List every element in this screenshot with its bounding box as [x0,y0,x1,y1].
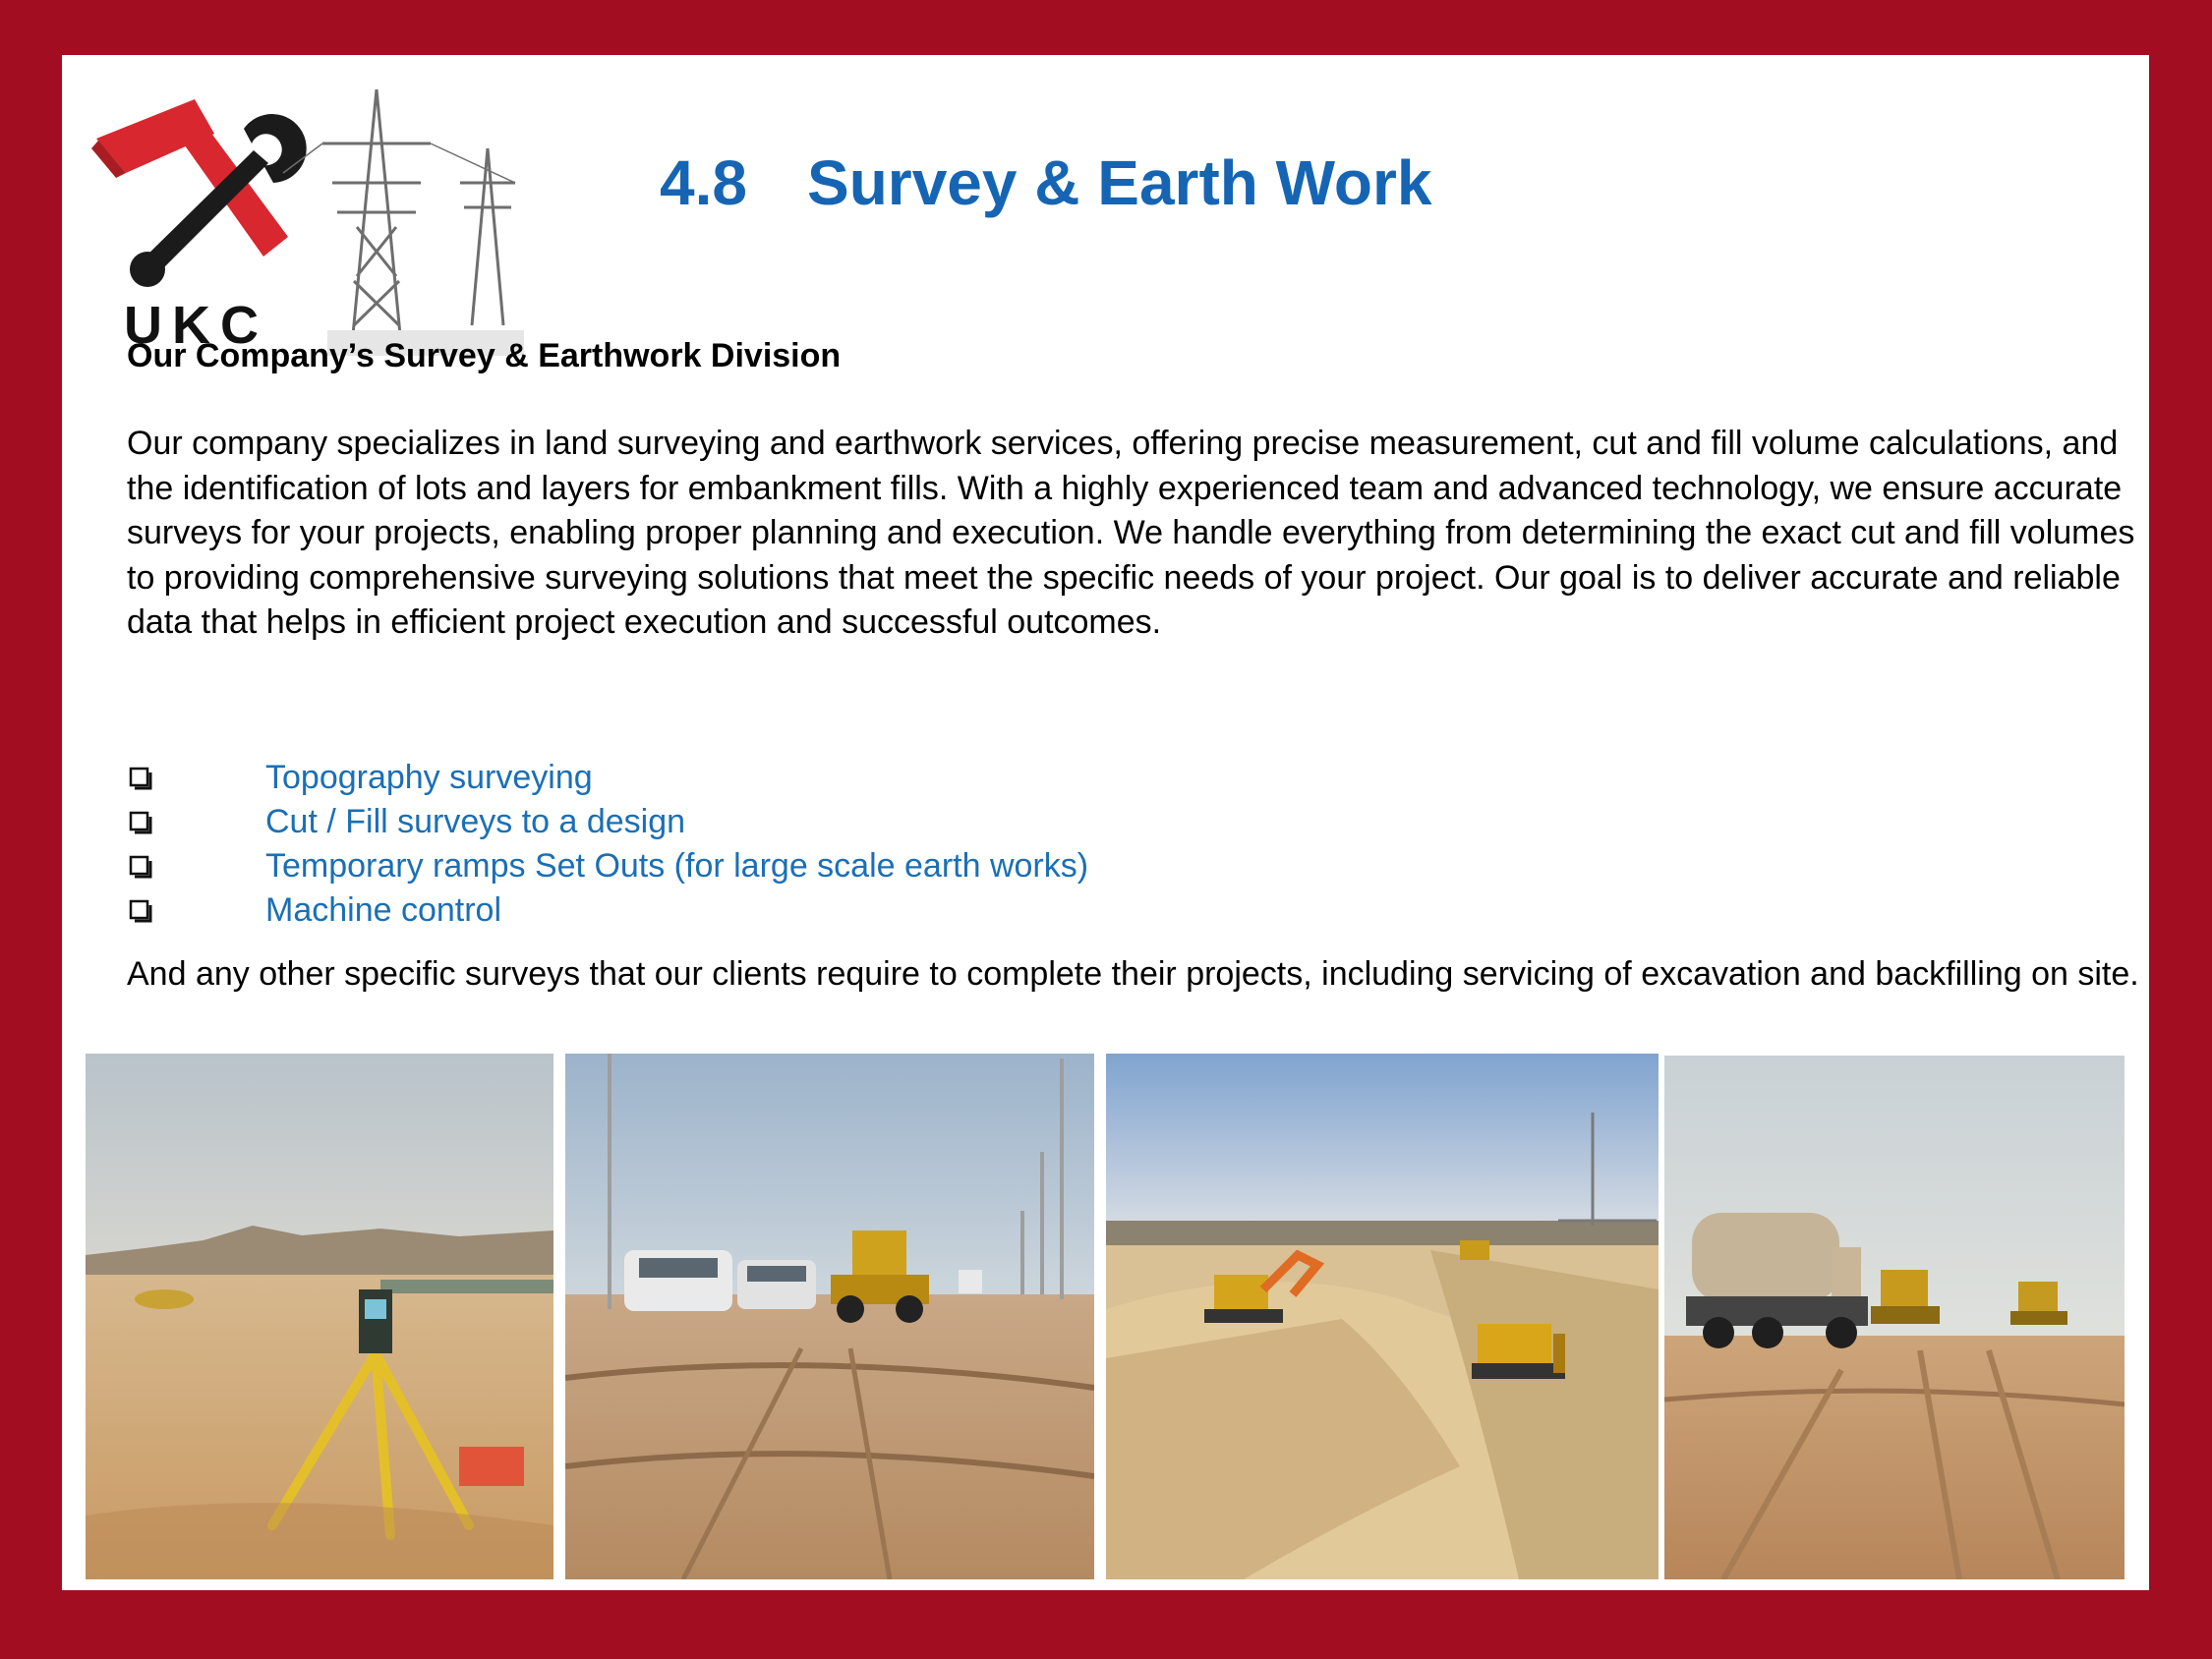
photo-embankment-machines [1106,1054,1659,1579]
logo-text: UKC [124,296,268,355]
photo-total-station [86,1054,553,1579]
checkbox-bullet-icon [129,899,152,923]
division-heading: Our Company’s Survey & Earthwork Division [127,337,842,374]
list-item [127,756,1088,800]
closing-paragraph: And any other specific surveys that our clients require to complete their projects, including servicing of excavation and backfilling on site. [127,955,2139,993]
photo-water-tanker [1664,1056,2125,1579]
services-list [127,756,1088,933]
checkbox-bullet-icon [129,811,152,834]
list-item [127,888,1088,933]
page-title [660,147,1432,218]
list-item-label: Temporary ramps Set Outs (for large scale earth works) [265,847,1089,885]
section-number: 4.8 [660,147,747,218]
list-item-label: Cut / Fill surveys to a design [265,803,686,840]
list-item-label: Machine control [265,891,502,929]
photo-road-vehicles [565,1054,1094,1579]
list-item [127,844,1088,888]
intro-paragraph: Our company specializes in land surveying and earthwork services, offering precise measurement, cut and fill volume calculations, and the identification of lots and layers for embankment fills. With a highly experienced team and advanced technology, we ensure accurate surveys for your projects, enabling proper planning and execution. We handle everything from determining the exact cut and fill volumes to providing comprehensive surveying solutions that meet the specific needs of your project. Our goal is to deliver accurate and reliable data that helps in efficient project execution and successful outcomes. [127,425,2135,641]
checkbox-bullet-icon [129,855,152,879]
company-logo [87,80,532,356]
ukc-logo-graphic [87,80,532,356]
checkbox-bullet-icon [129,767,152,790]
list-item-label: Topography surveying [265,759,593,796]
page-sheet [62,55,2149,1590]
section-title: Survey & Earth Work [807,147,1432,218]
list-item [127,800,1088,844]
